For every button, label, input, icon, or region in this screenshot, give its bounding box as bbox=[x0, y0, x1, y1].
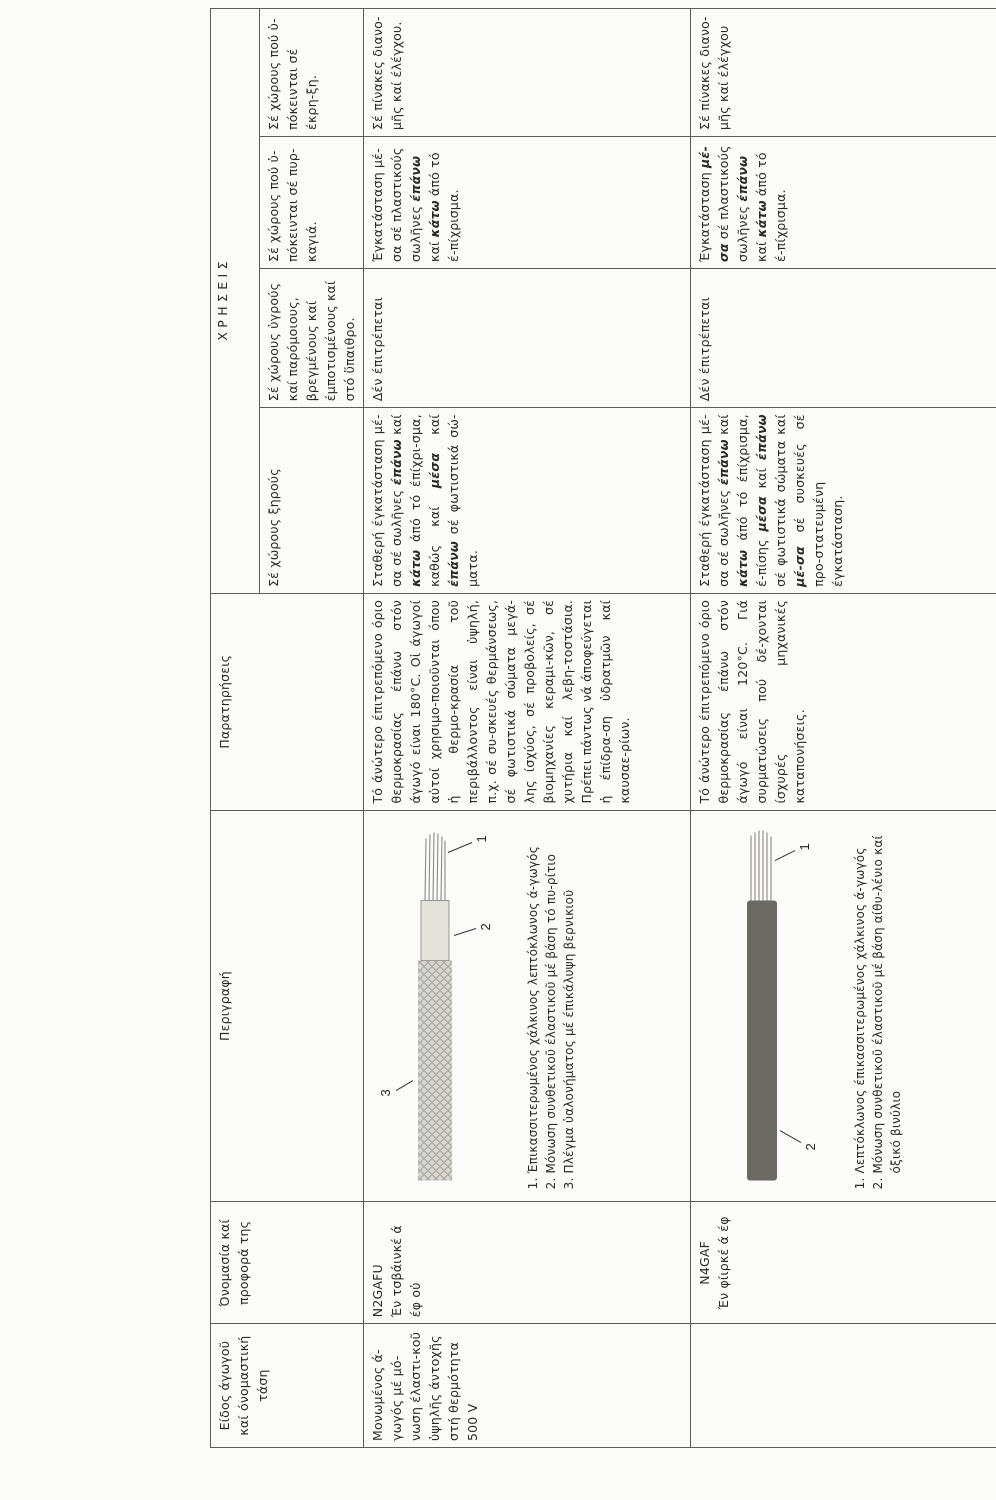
list-item: 2. Μόνωση συνθετικοῦ έλαστικοῦ μέ βάση αίθυ-λένιο καί όξικό βινύλιο bbox=[869, 817, 905, 1174]
silicone-insulation bbox=[421, 901, 449, 961]
use-dry-cell: Σταθερή έγκατάσταση μέ-σα σέ σωλῆνες έπάνω καί κάτω άπό τό έπίχρισμα, έ-πίσης μέσα καί έπάνω σέ φωτιστικά σώματα καί μέ-σα σέ συσκευές σέ προ-στατευμένη έγκατάσταση. bbox=[691, 408, 996, 594]
header-remarks: Παρατηρήσεις bbox=[211, 593, 364, 810]
cable-spec-table bbox=[210, 8, 996, 1448]
parts-list bbox=[851, 817, 905, 1196]
header-uses: Χ Ρ Η Σ Ε Ι Σ bbox=[211, 9, 260, 594]
cable-code: N4GAF bbox=[697, 1241, 712, 1285]
callout-1: 1 bbox=[474, 835, 489, 844]
use-dry-cell: Σταθερή έγκατάσταση μέ-σα σέ σωλῆνες έπάνω καί κάτω άπό τό έπίχρι-σμα, καθώς καί μέσα καί έπάνω σέ φωτιστικά σώ-ματα. bbox=[364, 408, 691, 594]
header-kind: Είδος άγωγοῦ καί όνομαστική τάση bbox=[211, 1324, 364, 1448]
cable-illustration-eva bbox=[695, 817, 845, 1196]
list-item: 1. Έπικασσιτερωμένος χάλκινος λεπτόκλωνος ά-γωγός bbox=[524, 817, 542, 1174]
tinned-strands bbox=[425, 833, 445, 901]
header-row-1 bbox=[211, 9, 260, 1448]
cable-kind bbox=[691, 1324, 996, 1448]
callout-2: 2 bbox=[478, 923, 493, 932]
header-description: Περιγραφή bbox=[211, 810, 364, 1202]
use-wet-cell: Δέν έπιτρέπεται bbox=[364, 269, 691, 408]
callout-3: 3 bbox=[378, 1089, 393, 1098]
callout-2: 2 bbox=[803, 1143, 818, 1152]
list-item: 3. Πλέγμα ὑαλονήματος μέ έπικάλυψη βερνικιοῦ bbox=[560, 817, 578, 1174]
header-use-dry: Σέ χώρους ξηρούς bbox=[260, 408, 364, 594]
list-item: 2. Μόνωση συνθετικοῦ έλαστικοῦ μέ βάση τό πυ-ρίτιο bbox=[542, 817, 560, 1174]
use-fire-cell: Έγκατάσταση μέ-σα σέ πλαστικούς σωλῆνες έπάνω καί κάτω άπό τό έ-πίχρισμα. bbox=[364, 136, 691, 268]
header-use-fire: Σέ χώρους πού ὑ-πόκεινται σέ πυρ-καγιά. bbox=[260, 136, 364, 268]
callout-lines bbox=[775, 851, 801, 1143]
cable-description bbox=[364, 810, 691, 1202]
eva-insulation bbox=[747, 901, 777, 1181]
cable-designation bbox=[364, 1202, 691, 1324]
table-row bbox=[691, 9, 996, 1448]
header-use-wet: Σέ χώρους ὑγρούς καί παρόμοιους, βρεγμένους καί έμποτισμένους καί στό ὕπαιθρο. bbox=[260, 269, 364, 408]
cable-illustration-silicone bbox=[368, 817, 518, 1196]
glass-braid bbox=[418, 961, 452, 1181]
use-wet-cell: Δέν έπιτρέπεται bbox=[691, 269, 996, 408]
tinned-strands bbox=[751, 831, 771, 901]
cable-designation bbox=[691, 1202, 996, 1324]
parts-list bbox=[524, 817, 578, 1196]
header-use-explosion: Σέ χώρους πού ὑ-πόκεινται σέ έκρη-ξη. bbox=[260, 9, 364, 137]
use-explosion-cell: Σέ πίνακες διανο-μῆς καί έλέγχου. bbox=[364, 9, 691, 137]
callout-1: 1 bbox=[797, 843, 812, 852]
cable-kind: Μονωμένος ά-γωγός μέ μό-νωση έλαστι-κοῦ ὑψηλῆς άντοχῆς στή θερμότητα 500 V bbox=[364, 1324, 691, 1448]
rotated-spec-table bbox=[210, 8, 996, 1448]
cable-description bbox=[691, 810, 996, 1202]
use-fire-cell: Έγκατάσταση μέ-σα σέ πλαστικούς σωλῆνες έπάνω καί κάτω άπό τό έ-πίχρισμα. bbox=[691, 136, 996, 268]
table-row bbox=[364, 9, 691, 1448]
cable-pronunciation: Έν τσβάινκέ ά έφ οὐ bbox=[389, 1225, 423, 1318]
list-item: 1. Λεπτόκλωνος έπικασσιτερωμένος χάλκινος ά-γωγός bbox=[851, 817, 869, 1174]
cable-remarks: Τό άνώτερο έπιτρεπόμενο όριο θερμοκρασίας έπάνω στόν άγωγό είναι 120°C. Γιά συρματώσεις πού δέ-χονται ίσχυρές μηχανικές καταπονήσεις. bbox=[691, 593, 996, 810]
cable-code: N2GAFU bbox=[370, 1264, 385, 1318]
cable-remarks: Τό άνώτερο έπιτρεπόμενο όριο θερμοκρασίας έπάνω στόν άγωγό είναι 180°C. Οἱ άγωγοί αὐτοί χρησιμο-ποιοῦνται όπου ἡ θερμο-κρασία τοῦ περιβάλλοντος είναι ὑψηλή, π.χ. σέ συ-σκευές θερμάνσεως, σέ φωτιστικά σώματα μεγά-λης ίσχύος, σέ προβολείς, σέ βιομηχανίες κεραμι-κῶν, σέ χυτήρια καί λεβη-τοστάσια. Πρέπει πάντως νά άποφεύγεται ἡ έπίδρα-ση ὑδρατμῶν καί καυσαε-ρίων. bbox=[364, 593, 691, 810]
use-explosion-cell: Σέ πίνακες διανο-μῆς καί έλέγχου bbox=[691, 9, 996, 137]
header-designation: Όνομασία καί προφορά της bbox=[211, 1202, 364, 1324]
cable-pronunciation: Έν φίιρκέ ά έφ bbox=[716, 1216, 731, 1310]
